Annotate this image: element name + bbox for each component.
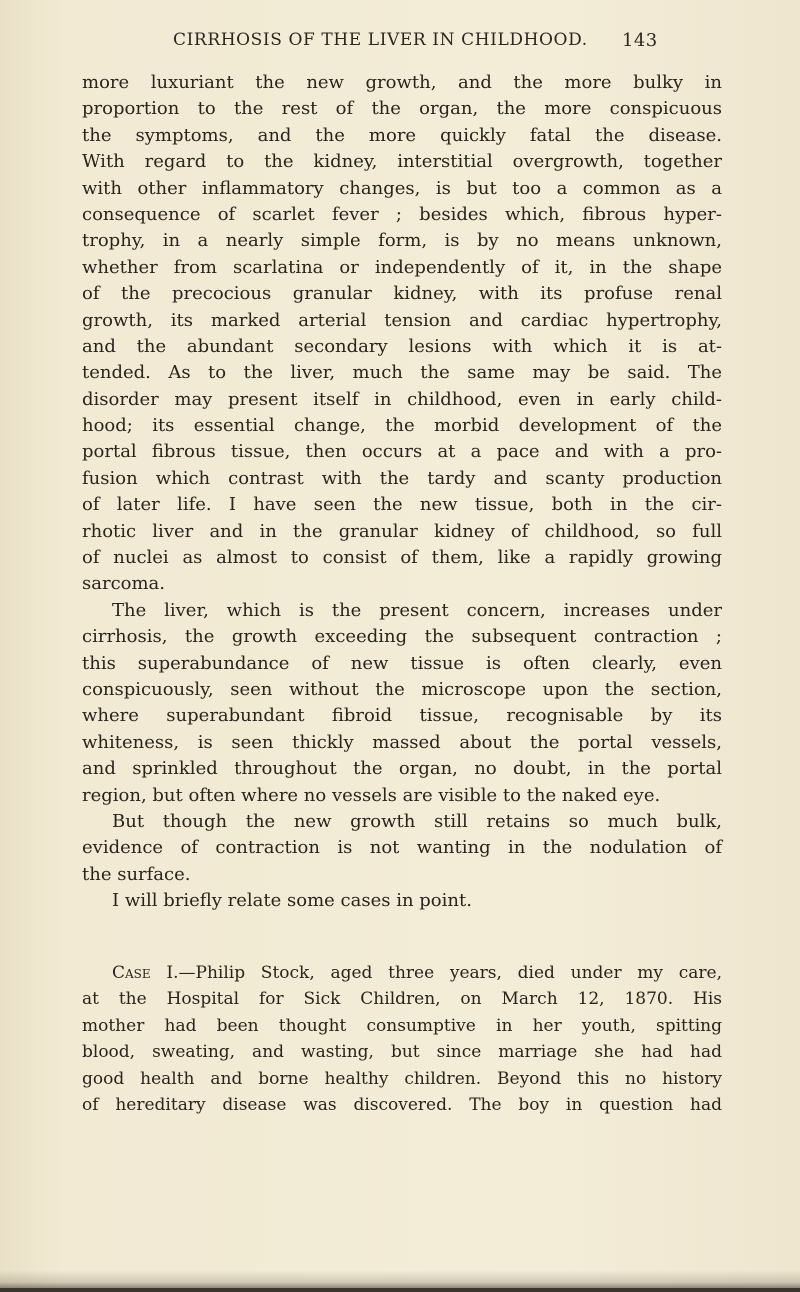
text-line: good health and borne healthy children. Beyond this no history bbox=[82, 1068, 722, 1089]
running-header: CIRRHOSIS OF THE LIVER IN CHILDHOOD. bbox=[173, 30, 588, 50]
text-line: the symptoms, and the more quickly fatal the disease. bbox=[82, 124, 722, 146]
text-line: blood, sweating, and wasting, but since marriage she had had bbox=[82, 1042, 722, 1063]
text-line: portal fibrous tissue, then occurs at a pace and with a pro- bbox=[82, 441, 722, 463]
text-line: and sprinkled throughout the organ, no doubt, in the portal bbox=[82, 758, 722, 780]
text-line: I will briefly relate some cases in point. bbox=[112, 890, 472, 912]
text-line: growth, its marked arterial tension and cardiac hypertrophy, bbox=[82, 309, 722, 331]
text-line: The liver, which is the present concern, increases under bbox=[112, 599, 722, 621]
text-line: sarcoma. bbox=[82, 573, 166, 595]
text-line: cirrhosis, the growth exceeding the subsequent contraction ; bbox=[82, 626, 722, 648]
case-label: Case I. bbox=[112, 963, 179, 983]
text-line: more luxuriant the new growth, and the more bulky in bbox=[82, 72, 722, 93]
text-line: the surface. bbox=[82, 863, 191, 885]
text-line: tended. As to the liver, much the same may be said. The bbox=[82, 362, 722, 384]
text-line: proportion to the rest of the organ, the more conspicuous bbox=[82, 98, 722, 120]
text-line: of nuclei as almost to consist of them, like a rapidly growing bbox=[82, 547, 722, 569]
paragraph bbox=[82, 598, 722, 809]
page-bottom-edge bbox=[0, 1288, 800, 1292]
text-line: whether from scarlatina or independently of it, in the shape bbox=[82, 256, 722, 278]
text-line: fusion which contrast with the tardy and scanty production bbox=[82, 467, 722, 489]
text-line: whiteness, is seen thickly massed about the portal vessels, bbox=[82, 731, 722, 753]
text-line: this superabundance of new tissue is often clearly, even bbox=[82, 652, 722, 674]
body-text bbox=[82, 70, 722, 915]
text-line: consequence of scarlet fever ; besides which, fibrous hyper- bbox=[82, 203, 722, 225]
text-line: of later life. I have seen the new tissue, both in the cir- bbox=[82, 494, 722, 516]
text-line: With regard to the kidney, interstitial overgrowth, together bbox=[82, 151, 722, 173]
case-line-text: —Philip Stock, aged three years, died under my care, bbox=[178, 963, 722, 983]
text-line: conspicuously, seen without the microscope upon the section, bbox=[82, 678, 722, 700]
text-line: where superabundant fibroid tissue, recognisable by its bbox=[82, 705, 722, 727]
text-line bbox=[82, 960, 722, 986]
paragraph bbox=[82, 809, 722, 888]
paragraph bbox=[82, 70, 722, 598]
text-line: rhotic liver and in the granular kidney of childhood, so full bbox=[82, 520, 722, 542]
paragraph bbox=[82, 888, 722, 914]
text-line: But though the new growth still retains so much bulk, bbox=[112, 810, 722, 832]
text-line: at the Hospital for Sick Children, on March 12, 1870. His bbox=[82, 989, 722, 1010]
text-line: evidence of contraction is not wanting in the nodulation of bbox=[82, 837, 722, 859]
text-line: with other inflammatory changes, is but too a common as a bbox=[82, 177, 722, 199]
text-line: of the precocious granular kidney, with its profuse renal bbox=[82, 283, 722, 305]
text-line: mother had been thought consumptive in her youth, spitting bbox=[82, 1015, 722, 1036]
text-line: of hereditary disease was discovered. The boy in question had bbox=[82, 1094, 722, 1115]
page-number: 143 bbox=[622, 30, 658, 51]
text-line: disorder may present itself in childhood, even in early child- bbox=[82, 388, 722, 410]
case-report bbox=[82, 960, 722, 1118]
text-line: and the abundant secondary lesions with which it is at- bbox=[82, 335, 722, 357]
text-line: region, but often where no vessels are visible to the naked eye. bbox=[82, 784, 661, 806]
text-line: trophy, in a nearly simple form, is by no means unknown, bbox=[82, 230, 722, 252]
text-line: hood; its essential change, the morbid development of the bbox=[82, 415, 722, 437]
